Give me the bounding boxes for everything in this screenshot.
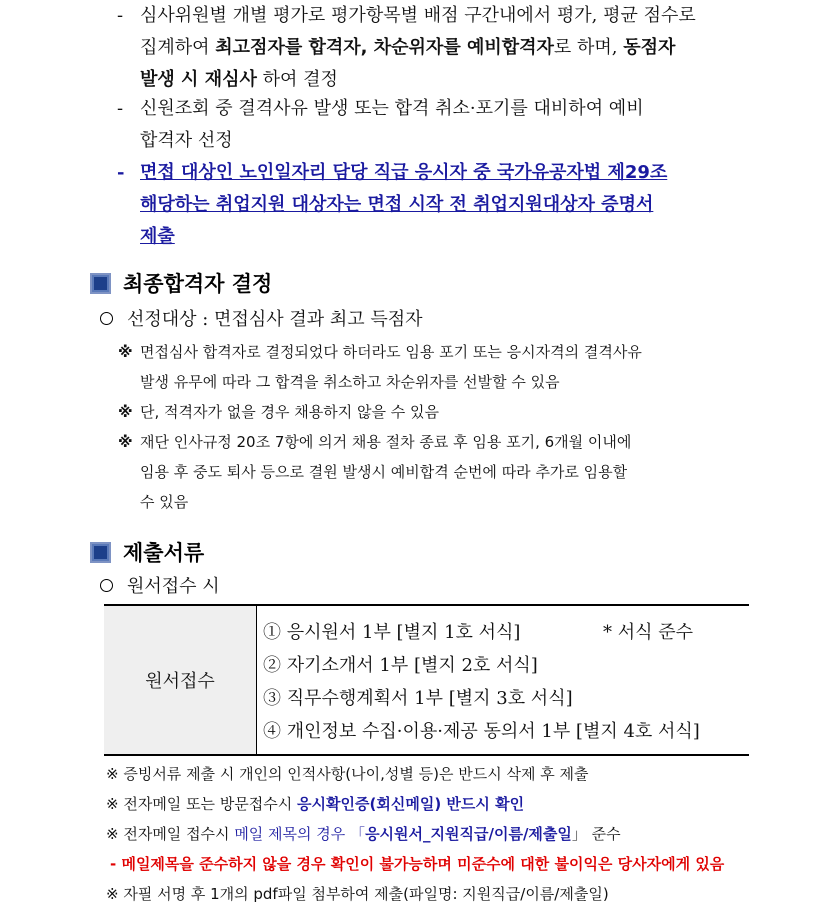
format-note: * 서식 준수 bbox=[603, 622, 693, 643]
section-title: 최종합격자 결정 bbox=[123, 272, 273, 296]
bullet-line: 제출 bbox=[140, 226, 175, 247]
note-3: ※ 재단 인사규정 20조 7항에 의거 채용 절차 종료 후 임용 포기, 6개월 이내에 bbox=[118, 433, 632, 451]
highlight-text: 응시원서_지원직급/이름/제출일 bbox=[365, 825, 572, 843]
bullet-line: 발생 시 재심사 하여 결정 bbox=[140, 69, 338, 90]
reference-mark: ※ bbox=[118, 403, 133, 421]
bold-text: 최고점자를 합격자 bbox=[215, 37, 361, 58]
reference-note: ※ 전자메일 접수시 메일 제목의 경우 「응시원서_지원직급/이름/제출일」 준수 bbox=[106, 825, 621, 843]
table-items-cell bbox=[257, 605, 750, 755]
documents-table bbox=[104, 604, 749, 756]
document-item: ② 자기소개서 1부 [별지 2호 서식] bbox=[263, 655, 538, 676]
bullet-line: 집계하여 최고점자를 합격자, 차순위자를 예비합격자로 하며, 동점자 bbox=[140, 37, 676, 58]
reference-mark: ※ bbox=[118, 343, 133, 361]
bullet-line: 면접 대상인 노인일자리 담당 직급 응시자 중 국가유공자법 제29조 bbox=[140, 162, 668, 183]
note-2: ※ 단, 적격자가 없을 경우 채용하지 않을 수 있음 bbox=[118, 403, 439, 421]
highlight-text: 응시확인증(회신메일) 반드시 확인 bbox=[297, 795, 525, 813]
warning-note: - 메일제목을 준수하지 않을 경우 확인이 불가능하며 미준수에 대한 불이익은 당사자에게 있음 bbox=[110, 855, 725, 873]
note-3-cont: 임용 후 중도 퇴사 등으로 결원 발생시 예비합격 순번에 따라 추가로 임용할 bbox=[140, 463, 628, 481]
selection-target: 선정대상 : 면접심사 결과 최고 득점자 bbox=[100, 305, 423, 331]
section-title: 제출서류 bbox=[123, 541, 205, 565]
bold-text: 발생 시 재심사 bbox=[140, 69, 257, 90]
bullet-line: 신원조회 중 결격사유 발생 또는 합격 취소·포기를 대비하여 예비 bbox=[140, 98, 644, 119]
bold-text: 차순위자를 예비합격자 bbox=[373, 37, 554, 58]
dash-marker: - bbox=[117, 162, 125, 183]
section-heading-final bbox=[90, 268, 272, 298]
reference-note: ※ 증빙서류 제출 시 개인의 인적사항(나이,성별 등)은 반드시 삭제 후 제출 bbox=[106, 765, 589, 783]
table-label-cell: 원서접수 bbox=[104, 605, 257, 755]
square-bullet-icon bbox=[90, 273, 111, 294]
document-item: ④ 개인정보 수집·이용·제공 동의서 1부 [별지 4호 서식] bbox=[263, 721, 700, 742]
document-item: ① 응시원서 1부 [별지 1호 서식] * 서식 준수 bbox=[263, 616, 749, 649]
dash-marker: - bbox=[117, 98, 124, 119]
square-bullet-icon bbox=[90, 542, 111, 563]
docs-subheading: 원서접수 시 bbox=[100, 572, 220, 598]
note-3-cont: 수 있음 bbox=[140, 493, 189, 511]
dash-marker: - bbox=[117, 5, 124, 26]
bullet-line: 심사위원별 개별 평가로 평가항목별 배점 구간내에서 평가, 평균 점수로 bbox=[140, 5, 696, 26]
note-1: ※ 면접심사 합격자로 결정되었다 하더라도 임용 포기 또는 응시자격의 결격사유 bbox=[118, 343, 642, 361]
bold-text: 동점자 bbox=[623, 37, 676, 58]
reference-note: ※ 자필 서명 후 1개의 pdf파일 첨부하여 제출(파일명: 지원직급/이름/제출일) bbox=[106, 885, 609, 903]
reference-mark: ※ bbox=[118, 433, 133, 451]
section-heading-docs bbox=[90, 537, 204, 567]
reference-note: ※ 전자메일 또는 방문접수시 응시확인증(회신메일) 반드시 확인 bbox=[106, 795, 525, 813]
circle-bullet-icon bbox=[100, 579, 113, 592]
bullet-line: 합격자 선정 bbox=[140, 130, 233, 151]
circle-bullet-icon bbox=[100, 312, 113, 325]
document-item: ③ 직무수행계획서 1부 [별지 3호 서식] bbox=[263, 688, 573, 709]
note-1-cont: 발생 유무에 따라 그 합격을 취소하고 차순위자를 선발할 수 있음 bbox=[140, 373, 560, 391]
bullet-line: 해당하는 취업지원 대상자는 면접 시작 전 취업지원대상자 증명서 bbox=[140, 194, 654, 215]
